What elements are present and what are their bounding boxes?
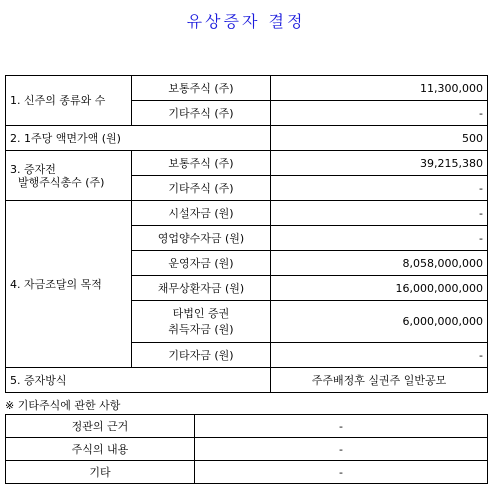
- table-row: [6, 415, 488, 438]
- funding-item-label: 기타자금 (원): [132, 343, 271, 368]
- other-stock-value: -: [195, 461, 488, 484]
- pre-common-label: 보통주식 (주): [132, 151, 271, 176]
- table-row: [6, 438, 488, 461]
- pre-common-value: 39,215,380: [271, 151, 488, 176]
- table-row: [6, 151, 488, 176]
- table-row: [6, 461, 488, 484]
- funding-item-label-line2: 취득자금 (원): [168, 322, 234, 336]
- funding-item-label: 채무상환자금 (원): [132, 276, 271, 301]
- new-other-value: -: [271, 101, 488, 126]
- funding-item-value: -: [271, 226, 488, 251]
- pre-other-value: -: [271, 176, 488, 201]
- par-value-label: 2. 1주당 액면가액 (원): [6, 126, 271, 151]
- other-stock-value: -: [195, 438, 488, 461]
- capital-increase-table: [5, 75, 488, 393]
- pre-issue-label-line1: 3. 증자전: [10, 162, 56, 176]
- table-row: [6, 76, 488, 101]
- funding-item-value: -: [271, 343, 488, 368]
- other-stock-value: -: [195, 415, 488, 438]
- new-other-label: 기타주식 (주): [132, 101, 271, 126]
- funding-item-label: 시설자금 (원): [132, 201, 271, 226]
- funding-item-value: 6,000,000,000: [271, 301, 488, 343]
- new-shares-label: 1. 신주의 종류와 수: [6, 76, 132, 126]
- pre-issue-label-line2: 발행주식총수 (주): [18, 175, 105, 189]
- funding-item-label: 운영자금 (원): [132, 251, 271, 276]
- new-common-label: 보통주식 (주): [132, 76, 271, 101]
- funding-item-value: -: [271, 201, 488, 226]
- funding-item-label-line1: 타법인 증권: [172, 306, 230, 320]
- method-label: 5. 증자방식: [6, 368, 271, 393]
- funding-item-label: 영업양수자금 (원): [132, 226, 271, 251]
- other-stock-label: 주식의 내용: [6, 438, 195, 461]
- other-stock-label: 정관의 근거: [6, 415, 195, 438]
- funding-item-value: 8,058,000,000: [271, 251, 488, 276]
- other-stock-note: ※ 기타주식에 관한 사항: [5, 399, 121, 412]
- other-stock-label: 기타: [6, 461, 195, 484]
- funding-item-value: 16,000,000,000: [271, 276, 488, 301]
- par-value-value: 500: [271, 126, 488, 151]
- page-title: 유상증자 결정: [186, 12, 306, 31]
- pre-issue-label: [6, 151, 132, 201]
- method-value: 주주배정후 실권주 일반공모: [271, 368, 488, 393]
- funding-item-label: [132, 301, 271, 343]
- new-common-value: 11,300,000: [271, 76, 488, 101]
- other-stock-table: [5, 414, 488, 484]
- funding-purpose-label: 4. 자금조달의 목적: [6, 201, 132, 368]
- table-row: [6, 126, 488, 151]
- table-row: [6, 368, 488, 393]
- table-row: [6, 201, 488, 226]
- pre-other-label: 기타주식 (주): [132, 176, 271, 201]
